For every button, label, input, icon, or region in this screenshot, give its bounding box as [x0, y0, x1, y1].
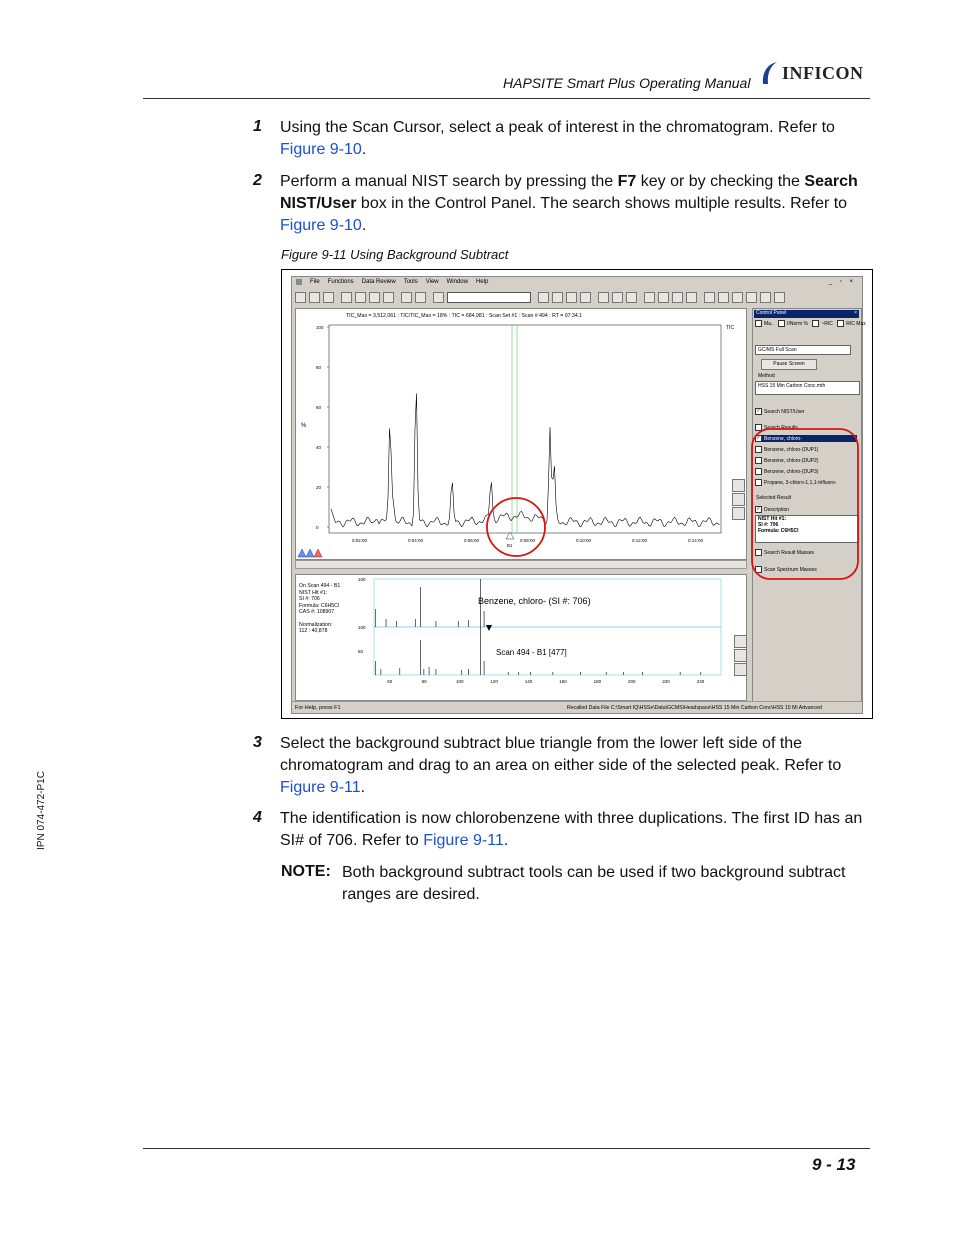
note-label: NOTE:: [281, 863, 331, 880]
x-ticks: [352, 538, 704, 543]
figure-9-11-link[interactable]: Figure 9-11: [280, 779, 361, 796]
y-axis-label: %: [301, 423, 307, 429]
result-item[interactable]: Benzene, chloro-(DUP3): [755, 468, 818, 475]
y-tick-label: 0: [316, 525, 319, 530]
menu-view[interactable]: View: [425, 279, 439, 285]
x-tick-label: 0:08:00: [520, 538, 536, 543]
spectrum-x-ticks: [387, 679, 705, 684]
highlight-circle-peak: [487, 498, 545, 556]
x-tick-label: 0:04:00: [408, 538, 424, 543]
open-file-icon[interactable]: [295, 292, 306, 303]
control-panel-title: Control Panel ×: [756, 310, 857, 316]
result-item[interactable]: Benzene, chloro-(DUP2): [755, 457, 818, 464]
gc-icon[interactable]: [612, 292, 623, 303]
step-2-number: 2: [253, 172, 262, 189]
library-spectrum-title: Benzene, chloro- (SI #: 706): [478, 596, 591, 606]
step-1-number: 1: [253, 118, 262, 135]
highlight-ellipse-panel: [749, 427, 861, 587]
close-icon[interactable]: ×: [854, 310, 857, 316]
figure-9-10-link[interactable]: Figure 9-10: [280, 141, 362, 158]
cursor-right-icon[interactable]: [718, 292, 729, 303]
step-3-text: Select the background subtract blue triangle from the lower left side of the chromatogram and drag to an area on either side of the selected peak. Refer to Figure 9-11.: [280, 735, 842, 796]
range-next-icon[interactable]: [774, 292, 785, 303]
spectrum-x-tick-label: 200: [628, 679, 636, 684]
running-header: HAPSITE Smart Plus Operating Manual: [503, 75, 751, 91]
search-result-masses-checkbox[interactable]: Search Result Masses: [755, 549, 814, 556]
description-checkbox[interactable]: ✓ Description: [756, 506, 790, 513]
open-folder-icon[interactable]: [309, 292, 320, 303]
bottom-y-50: 50: [358, 649, 364, 654]
tune-icon[interactable]: [538, 292, 549, 303]
step-4-text: The identification is now chlorobenzene with three duplications. The first ID has an SI# of 706. Refer to Figure 9-11.: [280, 810, 863, 849]
spectrum-x-tick-label: 240: [696, 679, 705, 684]
mass-cursor-icon: [486, 625, 492, 631]
step-2-text: Perform a manual NIST search by pressing the F7 key or by checking the Search NIST/User box in the Control Panel. The search shows multiple results. Refer to Figure 9-10.: [280, 173, 858, 234]
spectrum-x-tick-label: 120: [490, 679, 498, 684]
page-number: 9 - 13: [812, 1155, 856, 1174]
bottom-y-100: 100: [358, 625, 366, 630]
spectrum-x-tick-label: 100: [456, 679, 464, 684]
zoom-tool-icon[interactable]: [433, 292, 444, 303]
logo-wordmark: INFICON: [782, 62, 864, 83]
background-subtract-triangles-icon: [298, 549, 322, 557]
result-item[interactable]: Propane, 3-chloro-1,1,1-trifluoro-: [755, 479, 837, 486]
mode-field[interactable]: GC/MS Full Scan: [755, 345, 851, 355]
tool-icon[interactable]: [323, 292, 334, 303]
amdis-icon[interactable]: [672, 292, 683, 303]
ms-icon[interactable]: [626, 292, 637, 303]
selected-result-label: Selected Result: [756, 495, 792, 501]
spectrum-x-tick-label: 220: [662, 679, 670, 684]
pause-screen-button[interactable]: Pause Screen: [761, 359, 817, 370]
figure-9-11-link[interactable]: Figure 9-11: [423, 832, 504, 849]
result-item[interactable]: ✓ Benzene, chloro-: [755, 435, 857, 442]
zoom-out-icon[interactable]: [732, 493, 745, 506]
range-prev-icon[interactable]: [760, 292, 771, 303]
y-tick-label: 80: [316, 365, 322, 370]
spectrum-x-tick-label: 60: [387, 679, 393, 684]
top-y-100: 100: [358, 577, 366, 582]
status-file: Recalled Data File C:\Smart IQ\HSSe\Data\GCMS\Headspace\HSS 15 Min Carbon Conc\HSS 15 Mi Advanced: [567, 704, 822, 711]
stop-icon[interactable]: [580, 292, 591, 303]
menu-file[interactable]: File: [310, 279, 320, 285]
inficon-logo: [760, 60, 864, 86]
status-bar: [292, 701, 862, 713]
figure-caption: Figure 9-11 Using Background Subtract: [281, 247, 509, 262]
tic-label: TIC: [726, 325, 735, 331]
y-tick-label: 40: [316, 445, 322, 450]
y-ticks: [316, 325, 329, 530]
column-checkbox-row[interactable]: Ma.. I/Norm % ~RIC RIC Max: [755, 320, 866, 327]
x-tick-label: 0:06:00: [464, 538, 480, 543]
toolbar: [292, 287, 862, 307]
control-panel: [752, 308, 866, 702]
spectrum-x-tick-label: 80: [421, 679, 427, 684]
hit-description-box: NIST Hit #1: SI #: 706 Formula: C6H5Cl: [755, 515, 859, 543]
window-controls-icon[interactable]: _ ▫ ×: [828, 279, 856, 285]
spectrum-x-tick-label: 160: [559, 679, 567, 684]
status-help: For Help, press F1: [295, 704, 341, 711]
spectrum-x-tick-label: 180: [593, 679, 602, 684]
cursor-left-icon[interactable]: [704, 292, 715, 303]
header-rule: [143, 98, 870, 99]
library-icon[interactable]: [644, 292, 655, 303]
spectrum-x-tick-label: 140: [524, 679, 533, 684]
step-3-number: 3: [253, 734, 262, 751]
app-window: [291, 276, 866, 714]
spectrum-zoom-in-icon[interactable]: [734, 635, 747, 648]
spectrum-zoom-out-icon[interactable]: [734, 649, 747, 662]
dual-icon[interactable]: [686, 292, 697, 303]
chromatogram-scrollbar[interactable]: [295, 560, 747, 569]
method-field[interactable]: HSS 15 Min Carbon Conc.mth: [755, 381, 860, 395]
report-icon[interactable]: [383, 292, 394, 303]
save-icon[interactable]: [341, 292, 352, 303]
nist-icon[interactable]: [658, 292, 669, 303]
menu-tools[interactable]: Tools: [403, 279, 418, 285]
menu-bar: [292, 277, 862, 287]
x-tick-label: 0:14:00: [688, 538, 704, 543]
x-tick-label: 0:12:00: [632, 538, 648, 543]
context-help-icon[interactable]: [415, 292, 426, 303]
logo-swoosh-icon: [760, 61, 778, 85]
sample-icon[interactable]: [566, 292, 577, 303]
search-nist-checkbox[interactable]: ✓ Search NIST/User: [756, 408, 805, 415]
print-icon[interactable]: [355, 292, 366, 303]
probe-icon[interactable]: [598, 292, 609, 303]
calibrate-icon[interactable]: [552, 292, 563, 303]
app-icon: [296, 279, 302, 285]
zoom-fit-icon[interactable]: [732, 507, 745, 520]
scan-prev-icon[interactable]: [732, 292, 743, 303]
tic-trace: [331, 393, 720, 527]
x-tick-label: 0:02:00: [352, 538, 368, 543]
menu-data-review[interactable]: Data Review: [361, 279, 396, 285]
help-icon[interactable]: [401, 292, 412, 303]
y-tick-label: 60: [316, 405, 322, 410]
footer-rule: [143, 1148, 870, 1149]
figure-9-10-link[interactable]: Figure 9-10: [280, 217, 362, 234]
document-code: IPN 074-472-P1C: [36, 771, 47, 850]
step-4-number: 4: [253, 809, 262, 826]
menu-help[interactable]: Help: [475, 279, 489, 285]
menu-functions[interactable]: Functions: [327, 279, 354, 285]
figure-9-11-screenshot: [281, 269, 873, 719]
spectrum-zoom-fit-icon[interactable]: [734, 663, 747, 676]
zoom-in-icon[interactable]: [732, 479, 745, 492]
search-results-checkbox[interactable]: Search Results: [755, 424, 798, 431]
menu-window[interactable]: Window: [446, 279, 468, 285]
x-tick-label: 0:10:00: [576, 538, 592, 543]
scan-spectrum-title: Scan 494 - B1 [477]: [496, 648, 567, 657]
chromatogram-pane[interactable]: [295, 308, 747, 560]
scan-spectrum-masses-checkbox[interactable]: Scan Spectrum Masses: [755, 566, 817, 573]
method-group-label: Method: [758, 373, 775, 379]
chart-icon[interactable]: [369, 292, 380, 303]
result-item[interactable]: Benzene, chloro-(DUP1): [755, 446, 818, 453]
step-1-text: Using the Scan Cursor, select a peak of interest in the chromatogram. Refer to Figure 9-10.: [280, 119, 835, 158]
y-tick-label: 100: [316, 325, 324, 330]
note-text: Both background subtract tools can be used if two background subtract ranges are desired.: [342, 864, 846, 903]
spectrum-pane[interactable]: [295, 574, 747, 701]
spectrum-info: On Scan 494 - B1 NIST Hit #1: SI #: 706 Formula: C6H5Cl CAS #: 108907 Normalization: 112 : 40,878: [299, 583, 341, 634]
b1-label: B1: [507, 543, 513, 548]
chromatogram-svg: [296, 309, 746, 559]
chromatogram-header: TIC_Max = 3,512,061 : TIC/TIC_Max = 18% : TIC = 684,981 : Scan Set #1 : Scan # 494 : RT = 07:34.1: [346, 313, 583, 319]
y-tick-label: 20: [316, 485, 322, 490]
method-combo[interactable]: [447, 292, 531, 303]
scan-next-icon[interactable]: [746, 292, 757, 303]
spectrum-svg: [296, 575, 746, 700]
